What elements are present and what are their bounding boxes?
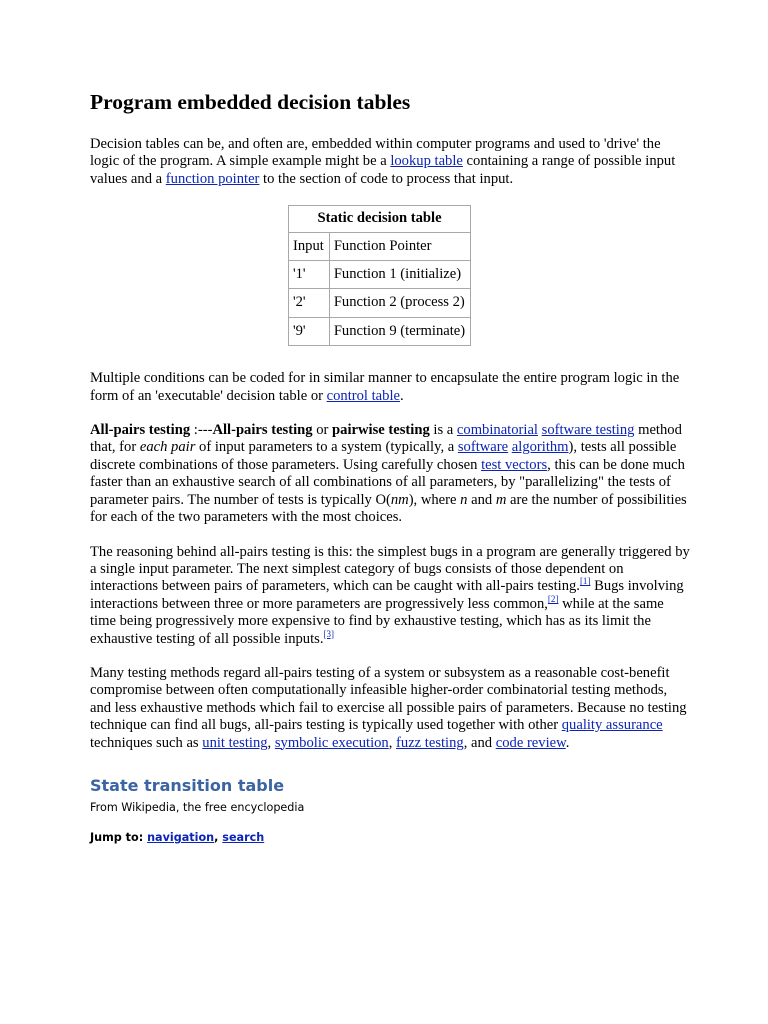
fuzz-testing-link[interactable]: fuzz testing xyxy=(396,734,464,751)
table-header-cell: Function Pointer xyxy=(329,232,470,260)
lookup-table-link[interactable]: lookup table xyxy=(390,153,463,170)
software-testing-link[interactable]: software testing xyxy=(541,422,635,439)
table-row xyxy=(289,317,471,345)
control-table-link[interactable]: control table xyxy=(326,387,400,404)
table-row xyxy=(289,289,471,317)
table-caption: Static decision table xyxy=(288,205,471,231)
page-title: Program embedded decision tables xyxy=(90,90,411,114)
search-link[interactable]: search xyxy=(222,830,265,844)
table-cell: '1' xyxy=(289,261,330,289)
combinatorial-link[interactable]: combinatorial xyxy=(456,422,538,439)
unit-testing-link[interactable]: unit testing xyxy=(202,734,268,751)
article-content xyxy=(90,88,690,846)
table-cell: '2' xyxy=(289,289,330,317)
testing-methods-paragraph: Many testing methods regard all-pairs testing of a system or subsystem as a reasonable cost-benefit compromise between often computationally infeasible higher-order combinatorial testing methods, and less exhaustive methods which fail to exercise all possible pairs of parameters. Because no testing technique can find all bugs, all-pairs testing is typically used together with other quality assurance techniques such as unit testing, symbolic execution, fuzz testing, and code review. xyxy=(90,664,687,751)
all-pairs-paragraph: All-pairs testing :---All-pairs testing or pairwise testing is a combinatorial software testing method that, for each pair of input parameters to a system (typically, a software algorithm), tests all possible discrete combinations of those parameters. Using carefully chosen test vectors, this can be done much faster than an exhaustive search of all combinations of all parameters, by "parallelizing" the tests of parameter pairs. The number of tests is typically O(nm), where n and m are the number of possibilities for each of the two parameters with the most choices. xyxy=(90,422,687,526)
table-header-cell: Input xyxy=(289,232,330,260)
test-vectors-link[interactable]: test vectors xyxy=(481,456,548,473)
section-heading: State transition table xyxy=(90,775,285,795)
table-cell: '9' xyxy=(289,317,330,345)
table-header-row xyxy=(289,232,471,260)
table-cell: Function 9 (terminate) xyxy=(329,317,470,345)
code-review-link[interactable]: code review xyxy=(495,734,566,751)
reasoning-paragraph: The reasoning behind all-pairs testing is this: the simplest bugs in a program are generally triggered by a single input parameter. The next simplest category of bugs consists of those dependent on interactions between pairs of parameters, which can be caught with all-pairs testing.[1] Bugs involving interactions between three or more parameters are progressively less common,[2] while at the same time being progressively more expensive to find by exhaustive testing, which has as its limit the exhaustive testing of all possible inputs.[3] xyxy=(90,543,690,647)
table-cell: Function 1 (initialize) xyxy=(329,261,470,289)
reference-link-2[interactable]: [2] xyxy=(547,593,559,604)
table-row xyxy=(289,261,471,289)
navigation-link[interactable]: navigation xyxy=(147,830,215,844)
intro-paragraph: Decision tables can be, and often are, embedded within computer programs and used to 'drive' the logic of the program. A simple example might be a lookup table containing a range of possible input values and a function pointer to the section of code to process that input. xyxy=(90,136,676,187)
algorithm-link[interactable]: algorithm xyxy=(511,439,569,456)
reference-link-3[interactable]: [3] xyxy=(323,628,334,639)
table-cell: Function 2 (process 2) xyxy=(329,289,470,317)
symbolic-execution-link[interactable]: symbolic execution xyxy=(274,734,389,751)
software-link[interactable]: software xyxy=(457,439,509,456)
quality-assurance-link[interactable]: quality assurance xyxy=(561,717,663,734)
function-pointer-link[interactable]: function pointer xyxy=(165,170,260,187)
tagline: From Wikipedia, the free encyclopedia xyxy=(90,800,305,814)
multiple-conditions-paragraph: Multiple conditions can be coded for in similar manner to encapsulate the entire program logic in the form of an 'executable' decision table or control table. xyxy=(90,370,680,404)
jump-to-nav: Jump to: navigation, search xyxy=(90,830,265,844)
static-decision-table xyxy=(288,205,471,346)
reference-link-1[interactable]: [1] xyxy=(579,576,591,587)
